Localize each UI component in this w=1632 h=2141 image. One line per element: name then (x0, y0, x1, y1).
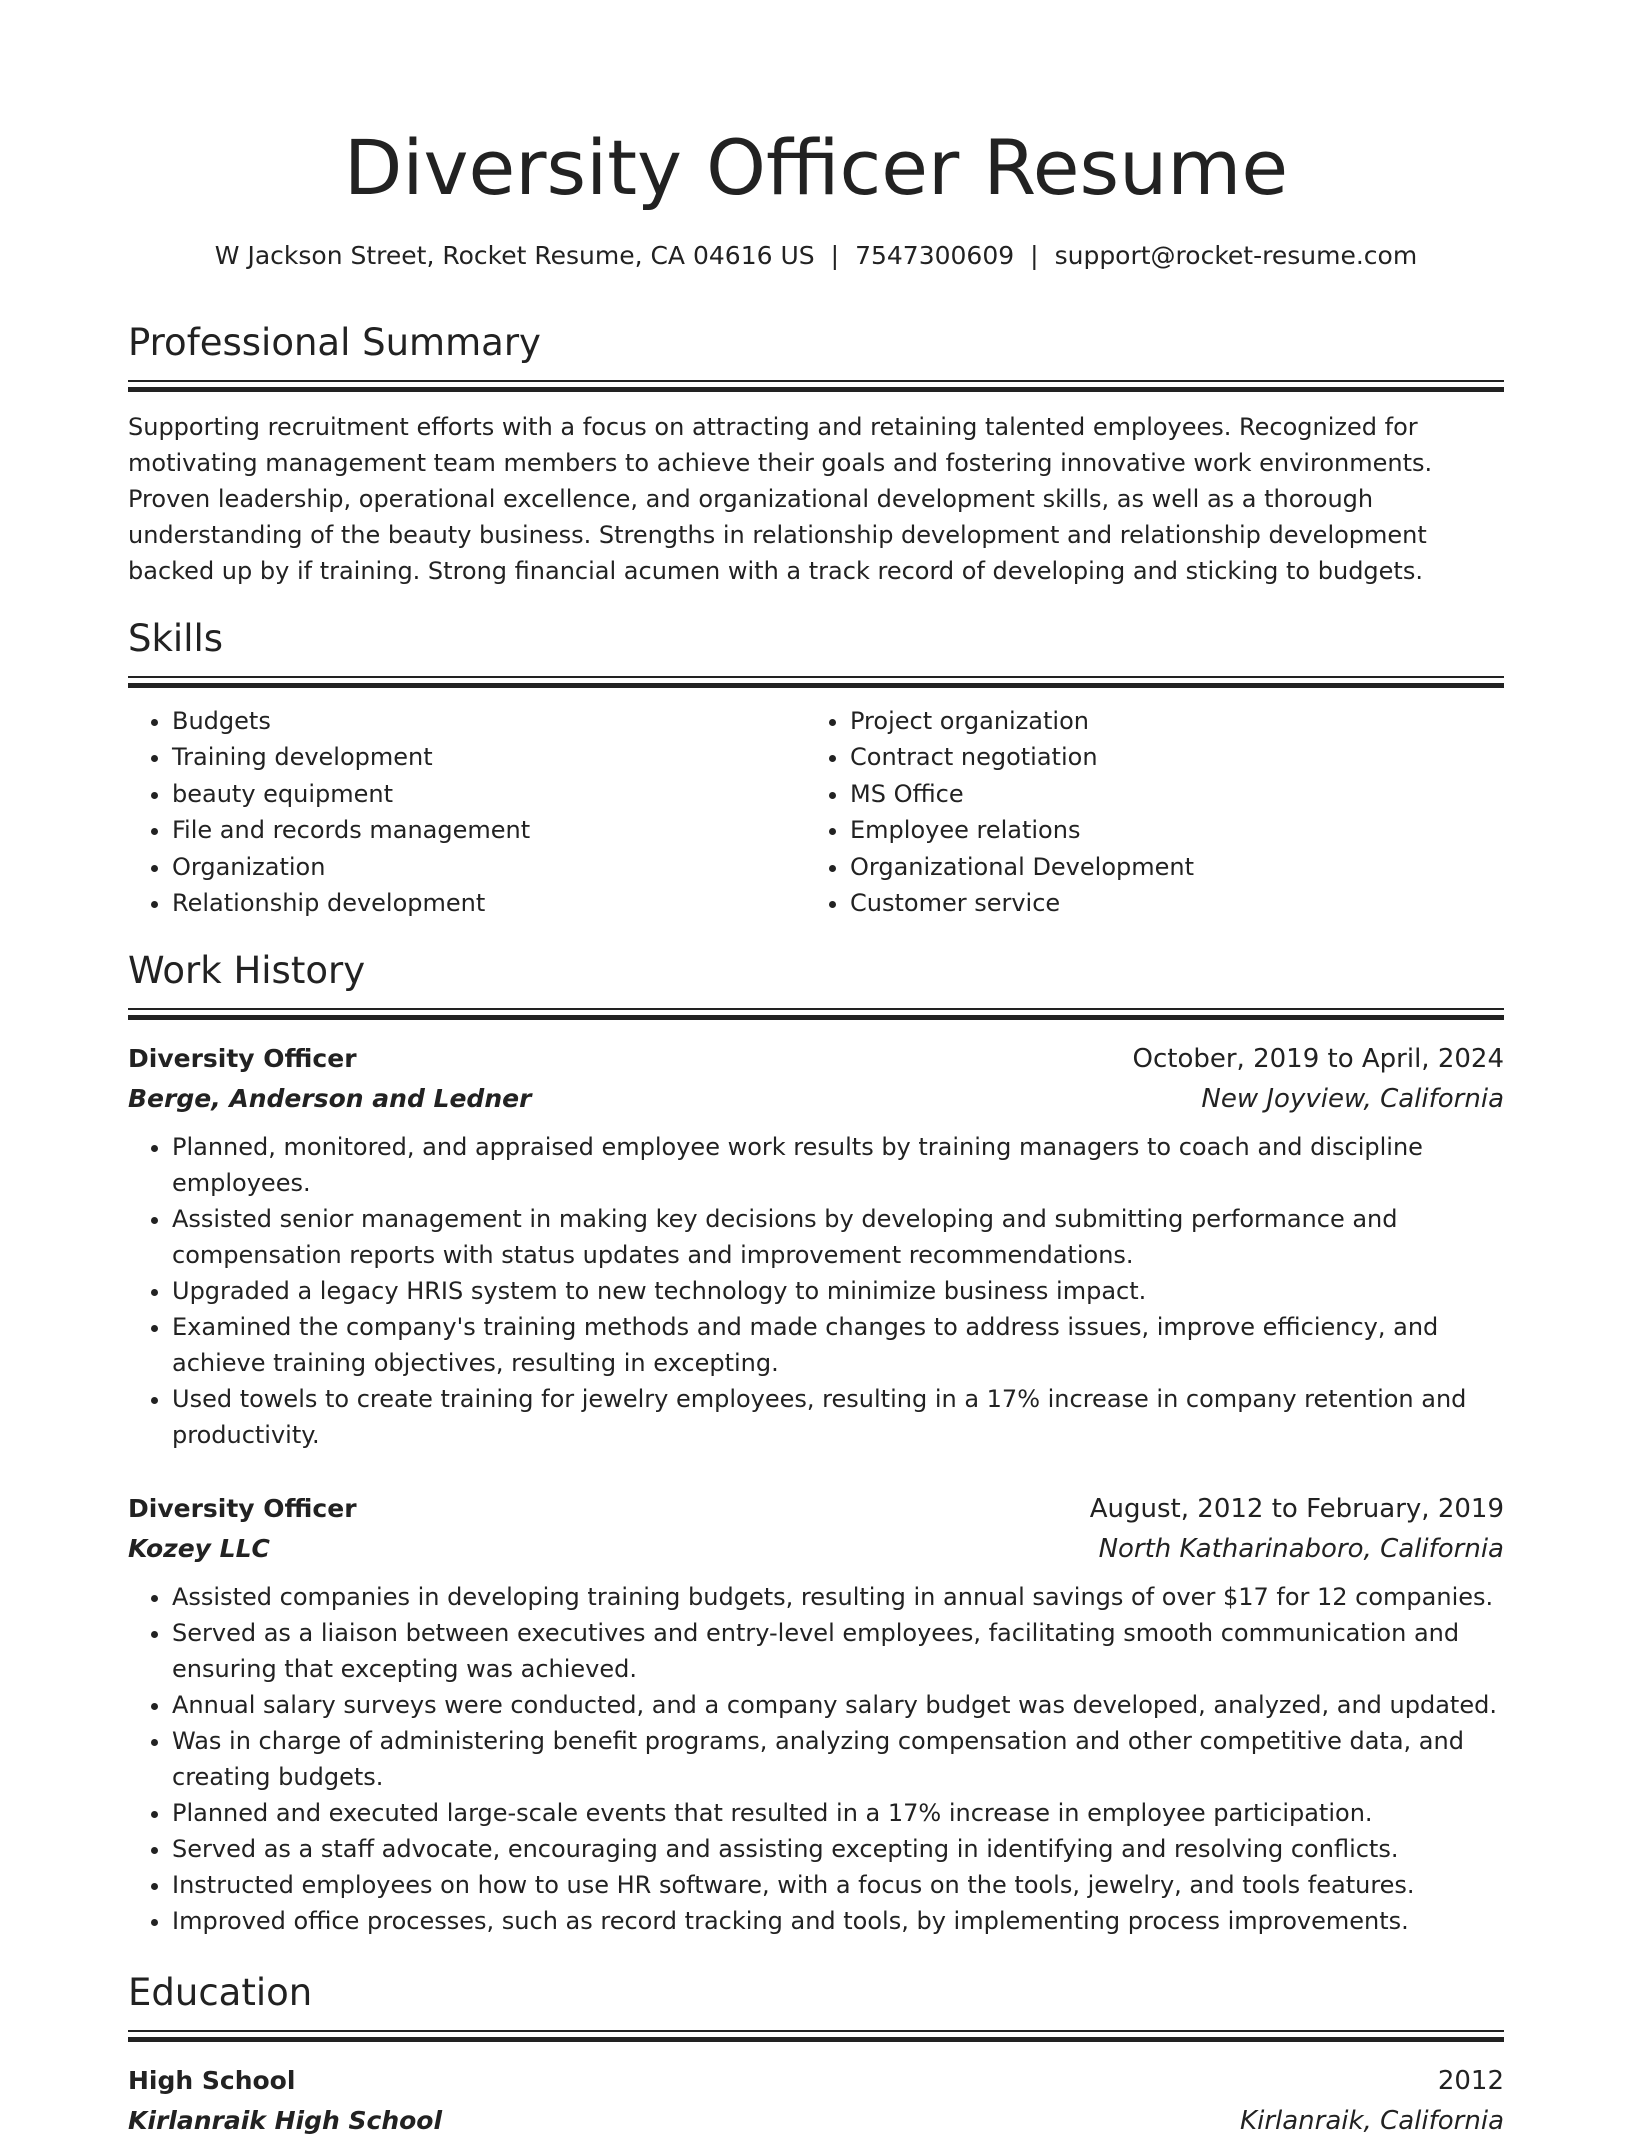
education-entry (128, 2061, 1504, 2141)
skill-item: • Contract negotiation (850, 739, 1484, 775)
skill-item: • Project organization (850, 703, 1484, 739)
contact-separator: | (1030, 241, 1039, 270)
skill-item: • Organizational Development (850, 849, 1484, 885)
summary-text: Supporting recruitment efforts with a focus on attracting and retaining talented employees. Recognized for motivating management team members to achieve their goals and fostering innovative work environments. Proven leadership, operational excellence, and organizational development skills, as well as a thorough understanding of the beauty business. Strengths in relationship development and relationship development backed up by if training. Strong financial acumen with a track record of developing and sticking to budgets. (128, 413, 1433, 585)
job-bullet: • Served as a staff advocate, encouraging and assisting excepting in identifying and resolving conflicts. (172, 1831, 1504, 1867)
skill-item: • Organization (172, 849, 806, 885)
skill-item: • File and records management (172, 812, 806, 848)
job-bullet: • Assisted companies in developing training budgets, resulting in annual savings of over $17 for 12 companies. (172, 1579, 1504, 1615)
skill-item: • beauty equipment (172, 776, 806, 812)
job-bullet: • Planned, monitored, and appraised employee work results by training managers to coach and discipline employees. (172, 1129, 1504, 1201)
job-title: Diversity Officer (128, 1044, 357, 1073)
job-bullet: • Instructed employees on how to use HR software, with a focus on the tools, jewelry, and tools features. (172, 1867, 1504, 1903)
contact-line (128, 236, 1504, 276)
job-location: New Joyview, California (1201, 1084, 1504, 1114)
contact-email[interactable]: support@rocket-resume.com (1054, 241, 1418, 270)
job-company-row (128, 1079, 1504, 1119)
job-company: Kozey LLC (128, 1534, 270, 1563)
skill-item: • Budgets (172, 703, 806, 739)
skill-item: • Training development (172, 739, 806, 775)
job-entry (128, 1039, 1504, 1453)
job-dates: October, 2019 to April, 2024 (1132, 1044, 1504, 1074)
job-bullet: • Assisted senior management in making key decisions by developing and submitting performance and compensation reports with status updates and improvement recommendations. (172, 1201, 1504, 1273)
job-bullet: • Was in charge of administering benefit programs, analyzing compensation and other competitive data, and creating budgets. (172, 1723, 1504, 1795)
education-year: 2012 (1437, 2066, 1504, 2096)
contact-separator: | (830, 241, 840, 270)
job-company: Berge, Anderson and Ledner (128, 1084, 532, 1113)
job-bullet: • Annual salary surveys were conducted, and a company salary budget was developed, analyzed, and updated. (172, 1687, 1504, 1723)
job-dates: August, 2012 to February, 2019 (1089, 1494, 1504, 1524)
education-school-row (128, 2101, 1504, 2141)
section-divider (128, 1008, 1504, 1019)
job-bullet: • Used towels to create training for jewelry employees, resulting in a 17% increase in company retention and productivity. (172, 1381, 1504, 1453)
skills-section (128, 614, 1504, 921)
job-bullets (128, 1579, 1504, 1939)
job-bullet: • Improved office processes, such as record tracking and tools, by implementing process improvements. (172, 1903, 1504, 1939)
education-degree-row (128, 2061, 1504, 2101)
section-divider (128, 676, 1504, 687)
summary-heading: Professional Summary (128, 321, 541, 364)
job-location: North Katharinaboro, California (1098, 1534, 1504, 1564)
job-entry (128, 1489, 1504, 1939)
skills-list-left (128, 703, 806, 921)
job-bullet: • Served as a liaison between executives and entry-level employees, facilitating smooth communication and ensuring that excepting was achieved. (172, 1615, 1504, 1687)
contact-phone: 7547300609 (855, 241, 1015, 270)
education-school: Kirlanraik High School (128, 2106, 443, 2135)
skill-item: • Relationship development (172, 885, 806, 921)
job-title: Diversity Officer (128, 1494, 357, 1523)
summary-section (128, 318, 1504, 589)
skills-heading: Skills (128, 617, 224, 660)
job-bullet: • Examined the company's training methods and made changes to address issues, improve efficiency, and achieve training objectives, resulting in excepting. (172, 1309, 1504, 1381)
skill-item: • MS Office (850, 776, 1484, 812)
job-bullet: • Upgraded a legacy HRIS system to new technology to minimize business impact. (172, 1273, 1504, 1309)
job-title-row (128, 1039, 1504, 1079)
skills-columns (128, 703, 1504, 921)
contact-address: W Jackson Street, Rocket Resume, CA 04616 US (214, 241, 815, 270)
education-section (128, 1968, 1504, 2141)
education-location: Kirlanraik, California (1240, 2106, 1504, 2136)
skill-item: • Customer service (850, 885, 1484, 921)
skill-item: • Employee relations (850, 812, 1484, 848)
skills-list-right (806, 703, 1484, 921)
resume-title: Diversity Officer Resume (343, 123, 1289, 212)
education-degree: High School (128, 2066, 296, 2095)
work-heading: Work History (128, 949, 366, 992)
section-divider (128, 380, 1504, 391)
job-bullets (128, 1129, 1504, 1453)
education-heading: Education (128, 1971, 313, 2014)
work-section (128, 946, 1504, 1939)
job-title-row (128, 1489, 1504, 1529)
job-company-row (128, 1529, 1504, 1569)
section-divider (128, 2030, 1504, 2041)
job-bullet: • Planned and executed large-scale events that resulted in a 17% increase in employee participation. (172, 1795, 1504, 1831)
